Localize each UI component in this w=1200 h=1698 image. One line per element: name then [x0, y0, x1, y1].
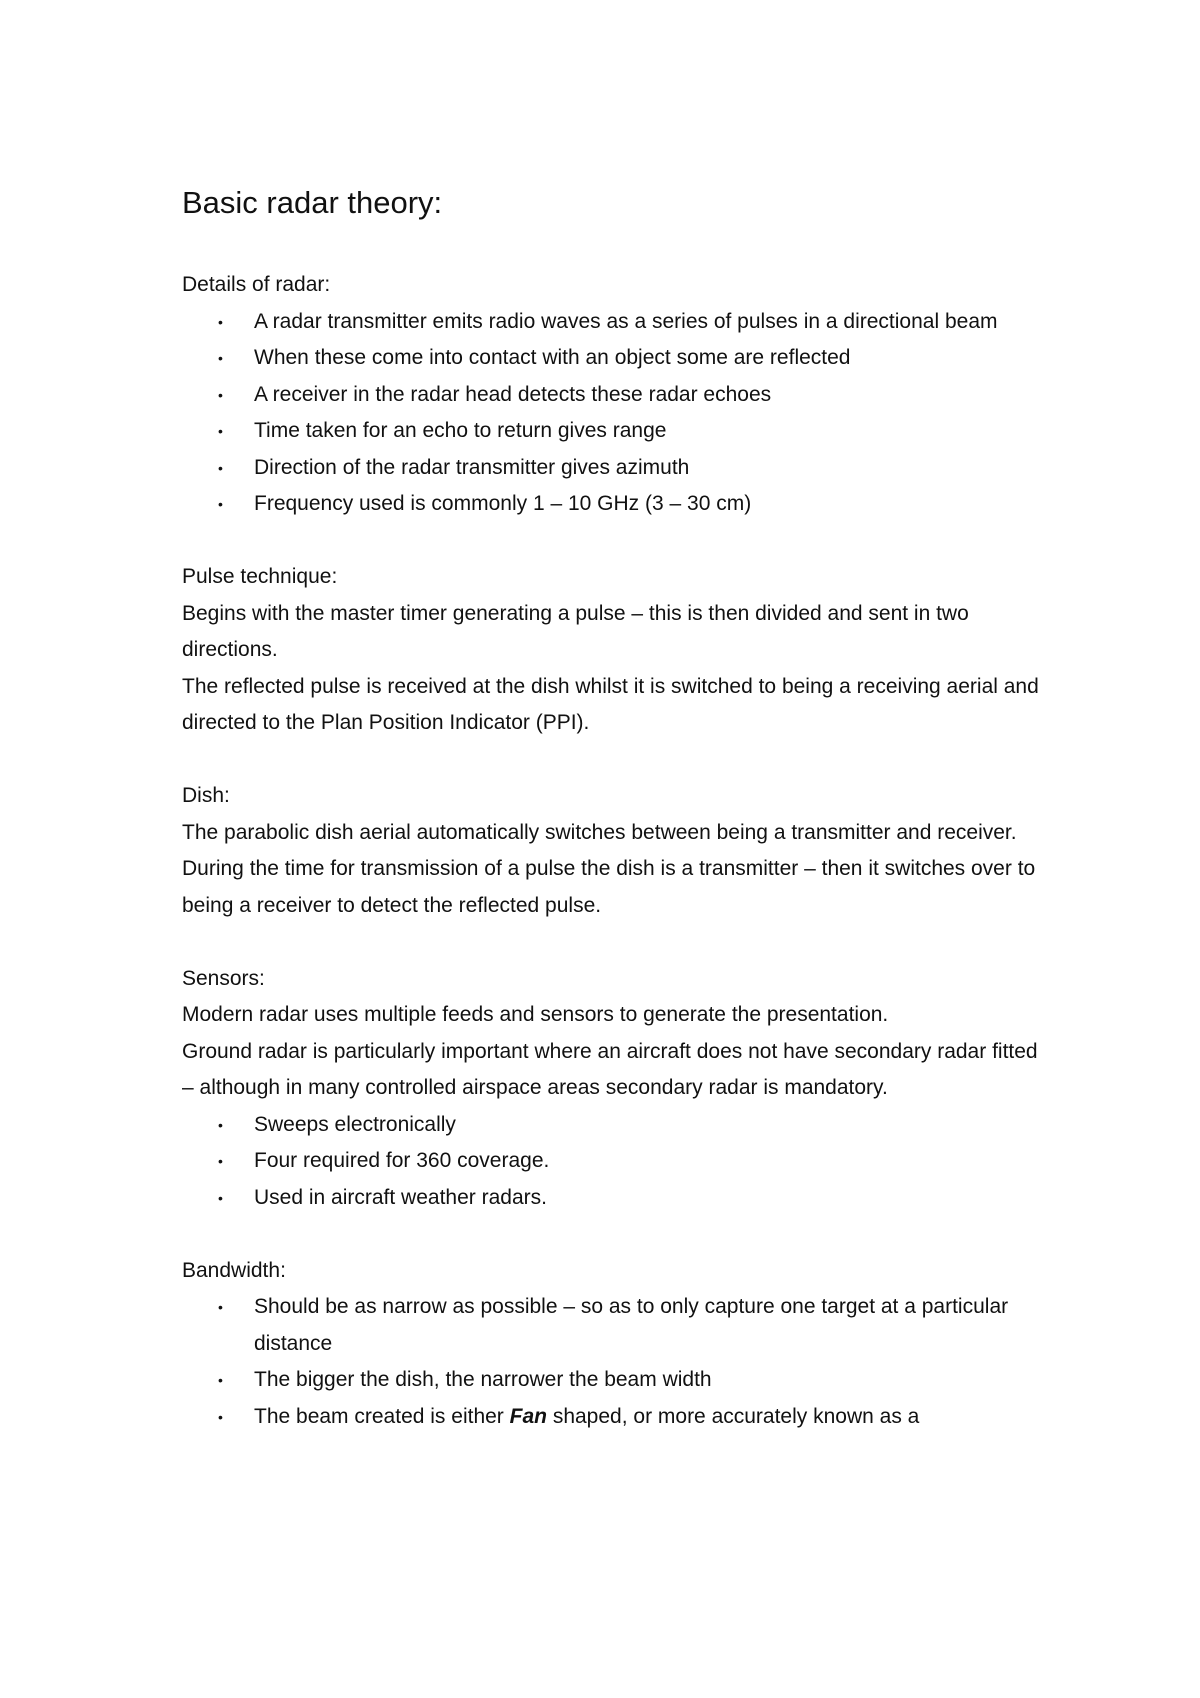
bullet-icon: • [218, 313, 223, 330]
list-item [182, 340, 1042, 377]
bullet-icon: • [218, 459, 223, 476]
list-item [182, 486, 1042, 523]
bullet-icon: • [218, 1189, 223, 1206]
section-heading-dish: Dish: [182, 784, 230, 807]
section-heading-bandwidth: Bandwidth: [182, 1258, 286, 1282]
paragraph: Begins with the master timer generating a pulse – this is then divided and sent in two directions. [182, 601, 969, 661]
bullet-icon: • [218, 1372, 223, 1388]
list-item [182, 304, 1042, 341]
list-item [182, 450, 1042, 487]
bullet-icon: • [218, 423, 223, 439]
document-title: Basic radar theory: [182, 185, 443, 220]
list-item-text: Used in aircraft weather radars. [254, 1185, 547, 1209]
bullet-icon: • [218, 1299, 223, 1315]
document-content [182, 183, 1042, 1472]
section-heading-details: Details of radar: [182, 273, 331, 296]
list-item [182, 1143, 1042, 1180]
list-item [182, 1107, 1042, 1144]
list-item-text-after: shaped, or more accurately known as a [546, 1404, 920, 1428]
list-item [182, 1399, 1042, 1436]
paragraph: Modern radar uses multiple feeds and sensors to generate the presentation. [182, 1003, 889, 1026]
paragraph: Ground radar is particularly important where an aircraft does not have secondary radar fitted – although in many controlled airspace areas secondary radar is mandatory. [182, 1039, 1038, 1099]
bullet-icon: • [218, 386, 223, 403]
bullet-icon: • [218, 350, 223, 366]
list-item [182, 1362, 1042, 1399]
list-item-text: Time taken for an echo to return gives range [254, 419, 667, 442]
bandwidth-bullet-list [182, 1289, 1042, 1435]
list-item-text: When these come into contact with an object some are reflected [254, 346, 851, 369]
details-bullet-list [182, 304, 1042, 523]
paragraph: The parabolic dish aerial automatically switches between being a transmitter and receiver. [182, 820, 1017, 844]
bullet-icon: • [218, 1116, 223, 1133]
list-item [182, 413, 1042, 450]
section-sensors [182, 961, 1042, 1217]
sensors-bullet-list [182, 1107, 1042, 1217]
paragraph: The reflected pulse is received at the dish whilst it is switched to being a receiving aerial and directed to the Plan Position Indicator (PPI). [182, 674, 1039, 734]
list-item [182, 377, 1042, 414]
list-item-text: A radar transmitter emits radio waves as a series of pulses in a directional beam [254, 309, 998, 333]
list-item-text: Should be as narrow as possible – so as to only capture one target at a particular distance [254, 1295, 1009, 1355]
section-dish [182, 778, 1042, 924]
bullet-icon: • [218, 1408, 223, 1425]
bullet-icon: • [218, 1153, 223, 1169]
section-heading-pulse: Pulse technique: [182, 565, 338, 588]
list-item-text: Sweeps electronically [254, 1112, 456, 1136]
section-details [182, 267, 1042, 523]
paragraph: During the time for transmission of a pulse the dish is a transmitter – then it switches over to being a receiver to detect the reflected pulse. [182, 857, 1036, 917]
list-item-text: Direction of the radar transmitter gives azimuth [254, 455, 690, 479]
list-item-text: The bigger the dish, the narrower the beam width [254, 1368, 712, 1391]
list-item-text: Four required for 360 coverage. [254, 1149, 550, 1172]
emphasis-text: Fan [509, 1404, 547, 1428]
list-item [182, 1180, 1042, 1217]
section-bandwidth [182, 1253, 1042, 1436]
bullet-icon: • [218, 496, 223, 512]
list-item-text: A receiver in the radar head detects these radar echoes [254, 382, 772, 406]
list-item-text-before: The beam created is either [254, 1404, 510, 1428]
list-item-text: Frequency used is commonly 1 – 10 GHz (3 – 30 cm) [254, 492, 752, 515]
section-heading-sensors: Sensors: [182, 966, 265, 990]
list-item [182, 1289, 1042, 1362]
section-pulse [182, 559, 1042, 742]
